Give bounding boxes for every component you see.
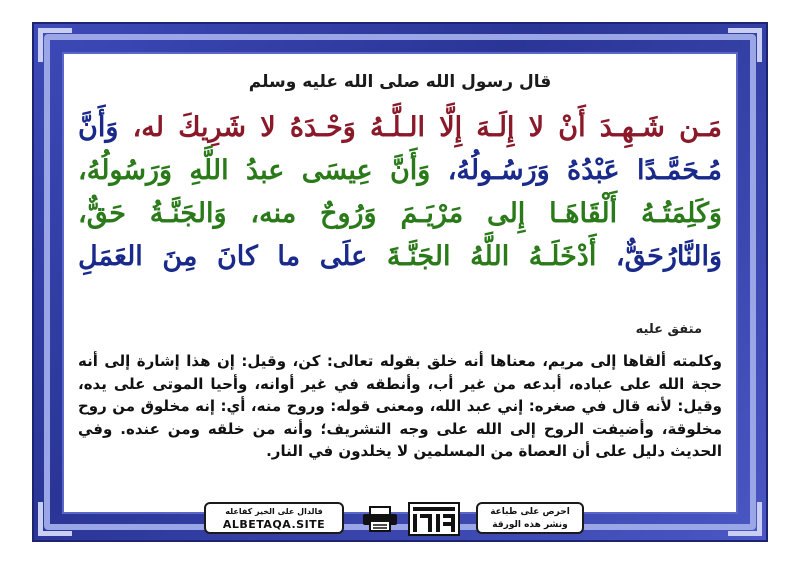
header-title: قال رسول الله صلى الله عليه وسلم: [248, 72, 552, 92]
hadith-segment: وَأَنَّ: [78, 112, 119, 143]
hadith-segment: وَكَلِمَتُـهُ أَلْقَاهَـا إِلى مَرْيَـمَ وَرُوحٌ منه،: [226, 198, 722, 229]
hadith-line-2: [78, 149, 722, 192]
hadith-line-1: [78, 106, 722, 149]
hadith-segment: وَالنَّارُحَقٌّ،: [596, 241, 722, 272]
site-badge[interactable]: [204, 502, 344, 534]
hadith-segment: علَى ما كانَ مِنَ العَمَلِ: [78, 241, 368, 272]
site-url[interactable]: ALBETAQA.SITE: [222, 518, 326, 531]
hadith-line-4: [78, 235, 722, 278]
hadith-segment: أَدْخَلَـهُ اللَّهُ الجَنَّـةَ: [367, 241, 597, 272]
print-reminder: احرص على طباعة ونشر هذه الورقة: [476, 502, 584, 534]
hadith-source: متفق عليه: [635, 322, 702, 337]
hadith-segment: وَالجَنَّـةُ حَقٌّ،: [78, 198, 227, 229]
dawa-logo: [408, 502, 460, 536]
site-slogan: فالدال على الخير كفاعله: [225, 507, 323, 516]
content-panel: [62, 52, 738, 514]
hadith-text: [78, 106, 722, 278]
hadith-segment: مَـن شَـهِـدَ أَنْ لا إِلَـهَ إِلَّا الـلَّـهُ وَحْـدَهُ لا شَرِيكَ له،: [118, 112, 722, 143]
commentary-text: وكلمته ألقاها إلى مريم، معناها أنه خلق بقوله تعالى: كن، وقيل: إن هذا إشارة إلى أنه حجة الله على عباده، أبدعه من غير أب، وأنطقه في غير أوانه، وأحيا الموتى على يده، وقيل: لأنه قال في صغره: إني عبد الله، ومعنى قوله: وروح منه، أي: إنه مخلوق من روح مخلوقة، وأضيفت الروح إلى الله على وجه التشريف؛ وأنه من خلقه ومن عنده. وفي الحديث دليل على أن العصاة من المسلمين لا يخلدون في النار.: [78, 352, 722, 460]
printer-icon: [360, 506, 400, 532]
hadith-segment: وَأَنَّ عِيسَى عبدُ اللَّهِ وَرَسُولُهُ،: [78, 155, 431, 186]
footer: [138, 502, 594, 538]
hadith-segment: مُـحَمَّـدًا عَبْدُهُ وَرَسُـولُهُ،: [430, 155, 722, 186]
hadith-line-3: [78, 192, 722, 235]
